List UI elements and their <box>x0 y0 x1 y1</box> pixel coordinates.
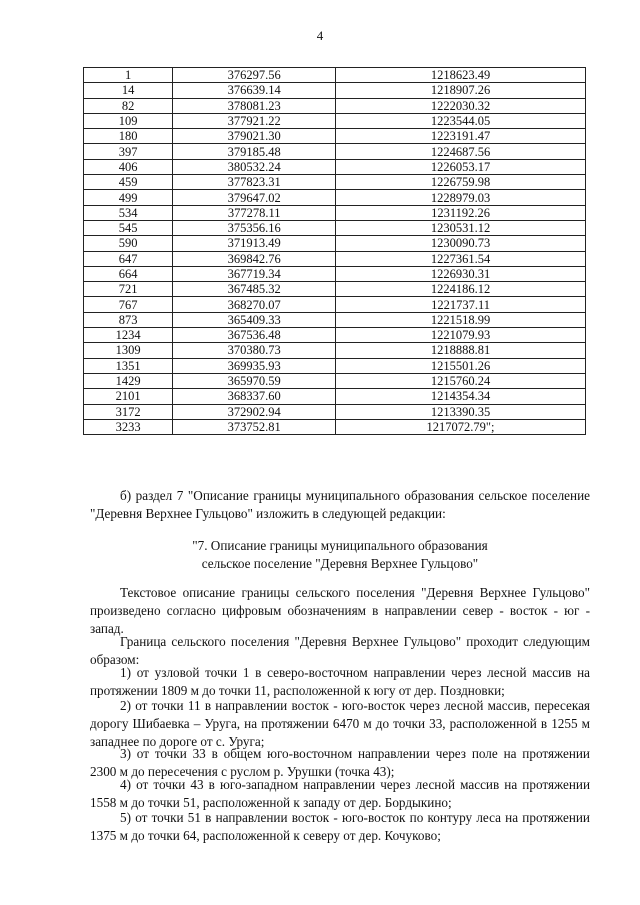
x-coordinate-cell: 365409.33 <box>173 312 336 327</box>
y-coordinate-cell: 1221079.93 <box>336 328 586 343</box>
y-coordinate-cell: 1222030.32 <box>336 98 586 113</box>
y-coordinate-cell: 1213390.35 <box>336 404 586 419</box>
x-coordinate-cell: 368270.07 <box>173 297 336 312</box>
x-coordinate-cell: 376297.56 <box>173 68 336 83</box>
table-row <box>84 190 586 205</box>
point-number-cell: 499 <box>84 190 173 205</box>
y-coordinate-cell: 1224186.12 <box>336 282 586 297</box>
x-coordinate-cell: 379021.30 <box>173 129 336 144</box>
x-coordinate-cell: 376639.14 <box>173 83 336 98</box>
boundary-intro-paragraph: Граница сельского поселения "Деревня Верхнее Гульцово" проходит следующим образом: <box>90 634 590 667</box>
point-number-cell: 545 <box>84 220 173 235</box>
table-row <box>84 297 586 312</box>
y-coordinate-cell: 1221518.99 <box>336 312 586 327</box>
point-number-cell: 1351 <box>84 358 173 373</box>
table-row <box>84 419 586 434</box>
table-row <box>84 236 586 251</box>
table-row <box>84 358 586 373</box>
y-coordinate-cell: 1218623.49 <box>336 68 586 83</box>
point-number-cell: 590 <box>84 236 173 251</box>
table-row <box>84 328 586 343</box>
table-row <box>84 68 586 83</box>
y-coordinate-cell: 1217072.79"; <box>336 419 586 434</box>
x-coordinate-cell: 367536.48 <box>173 328 336 343</box>
x-coordinate-cell: 369935.93 <box>173 358 336 373</box>
heading-line-2: сельское поселение "Деревня Верхнее Гульцово" <box>201 556 479 571</box>
x-coordinate-cell: 380532.24 <box>173 159 336 174</box>
y-coordinate-cell: 1218907.26 <box>336 83 586 98</box>
point-number-cell: 873 <box>84 312 173 327</box>
table-row <box>84 389 586 404</box>
boundary-item-5: 5) от точки 51 в направлении восток - юго-восток по контуру леса на протяжении 1375 м до точки 64, расположенной к северу от дер. Кочуково; <box>90 810 590 843</box>
x-coordinate-cell: 367485.32 <box>173 282 336 297</box>
table-row <box>84 266 586 281</box>
boundary-item-2: 2) от точки 11 в направлении восток - юго-восток через лесной массив, пересекая дорогу Шибаевка – Уруга, на протяжении 6470 м до точки 33, расположенной в 1255 м западнее по дороге от с. Уруга; <box>90 698 590 749</box>
table-row <box>84 404 586 419</box>
table-row <box>84 220 586 235</box>
x-coordinate-cell: 378081.23 <box>173 98 336 113</box>
x-coordinate-cell: 377921.22 <box>173 113 336 128</box>
y-coordinate-cell: 1226759.98 <box>336 175 586 190</box>
point-number-cell: 459 <box>84 175 173 190</box>
y-coordinate-cell: 1223191.47 <box>336 129 586 144</box>
point-number-cell: 3172 <box>84 404 173 419</box>
y-coordinate-cell: 1230090.73 <box>336 236 586 251</box>
x-coordinate-cell: 377823.31 <box>173 175 336 190</box>
y-coordinate-cell: 1226930.31 <box>336 266 586 281</box>
table-row <box>84 159 586 174</box>
section-b-paragraph: б) раздел 7 "Описание границы муниципального образования сельское поселение "Деревня Верхнее Гульцово" изложить в следующей редакции: <box>90 488 590 521</box>
y-coordinate-cell: 1224687.56 <box>336 144 586 159</box>
x-coordinate-cell: 372902.94 <box>173 404 336 419</box>
point-number-cell: 406 <box>84 159 173 174</box>
table-row <box>84 205 586 220</box>
boundary-item-4: 4) от точки 43 в юго-западном направлении через лесной массив на протяжении 1558 м до точки 51, расположенной к западу от дер. Бордыкино; <box>90 777 590 810</box>
x-coordinate-cell: 371913.49 <box>173 236 336 251</box>
table-row <box>84 175 586 190</box>
coordinates-table-body <box>84 68 586 435</box>
point-number-cell: 3233 <box>84 419 173 434</box>
x-coordinate-cell: 375356.16 <box>173 220 336 235</box>
boundary-item-3: 3) от точки 33 в общем юго-восточном направлении через поле на протяжении 2300 м до пересечения с руслом р. Урушки (точка 43); <box>90 746 590 779</box>
point-number-cell: 664 <box>84 266 173 281</box>
x-coordinate-cell: 367719.34 <box>173 266 336 281</box>
y-coordinate-cell: 1215501.26 <box>336 358 586 373</box>
x-coordinate-cell: 368337.60 <box>173 389 336 404</box>
table-row <box>84 98 586 113</box>
point-number-cell: 82 <box>84 98 173 113</box>
point-number-cell: 1429 <box>84 373 173 388</box>
x-coordinate-cell: 377278.11 <box>173 205 336 220</box>
boundary-item-1: 1) от узловой точки 1 в северо-восточном направлении через лесной массив на протяжении 1809 м до точки 11, расположенной к югу от дер. Поздновки; <box>90 665 590 698</box>
y-coordinate-cell: 1221737.11 <box>336 297 586 312</box>
table-row <box>84 343 586 358</box>
x-coordinate-cell: 365970.59 <box>173 373 336 388</box>
table-row <box>84 113 586 128</box>
y-coordinate-cell: 1226053.17 <box>336 159 586 174</box>
y-coordinate-cell: 1218888.81 <box>336 343 586 358</box>
table-row <box>84 144 586 159</box>
point-number-cell: 109 <box>84 113 173 128</box>
intro-paragraph: Текстовое описание границы сельского поселения "Деревня Верхнее Гульцово" произведено согласно цифровым обозначениям в направлении север - восток - юг - запад. <box>90 585 590 636</box>
point-number-cell: 647 <box>84 251 173 266</box>
coordinates-table <box>83 67 586 435</box>
point-number-cell: 180 <box>84 129 173 144</box>
y-coordinate-cell: 1227361.54 <box>336 251 586 266</box>
page-number: 4 <box>316 28 324 43</box>
point-number-cell: 1 <box>84 68 173 83</box>
x-coordinate-cell: 370380.73 <box>173 343 336 358</box>
y-coordinate-cell: 1215760.24 <box>336 373 586 388</box>
point-number-cell: 767 <box>84 297 173 312</box>
point-number-cell: 397 <box>84 144 173 159</box>
heading-line-1: "7. Описание границы муниципального образования <box>192 538 488 553</box>
x-coordinate-cell: 379185.48 <box>173 144 336 159</box>
point-number-cell: 534 <box>84 205 173 220</box>
section-7-heading <box>90 537 590 573</box>
x-coordinate-cell: 379647.02 <box>173 190 336 205</box>
point-number-cell: 2101 <box>84 389 173 404</box>
y-coordinate-cell: 1223544.05 <box>336 113 586 128</box>
point-number-cell: 1234 <box>84 328 173 343</box>
point-number-cell: 14 <box>84 83 173 98</box>
table-row <box>84 83 586 98</box>
y-coordinate-cell: 1214354.34 <box>336 389 586 404</box>
table-row <box>84 373 586 388</box>
y-coordinate-cell: 1231192.26 <box>336 205 586 220</box>
y-coordinate-cell: 1228979.03 <box>336 190 586 205</box>
x-coordinate-cell: 373752.81 <box>173 419 336 434</box>
y-coordinate-cell: 1230531.12 <box>336 220 586 235</box>
table-row <box>84 129 586 144</box>
table-row <box>84 312 586 327</box>
point-number-cell: 721 <box>84 282 173 297</box>
x-coordinate-cell: 369842.76 <box>173 251 336 266</box>
table-row <box>84 282 586 297</box>
table-row <box>84 251 586 266</box>
point-number-cell: 1309 <box>84 343 173 358</box>
